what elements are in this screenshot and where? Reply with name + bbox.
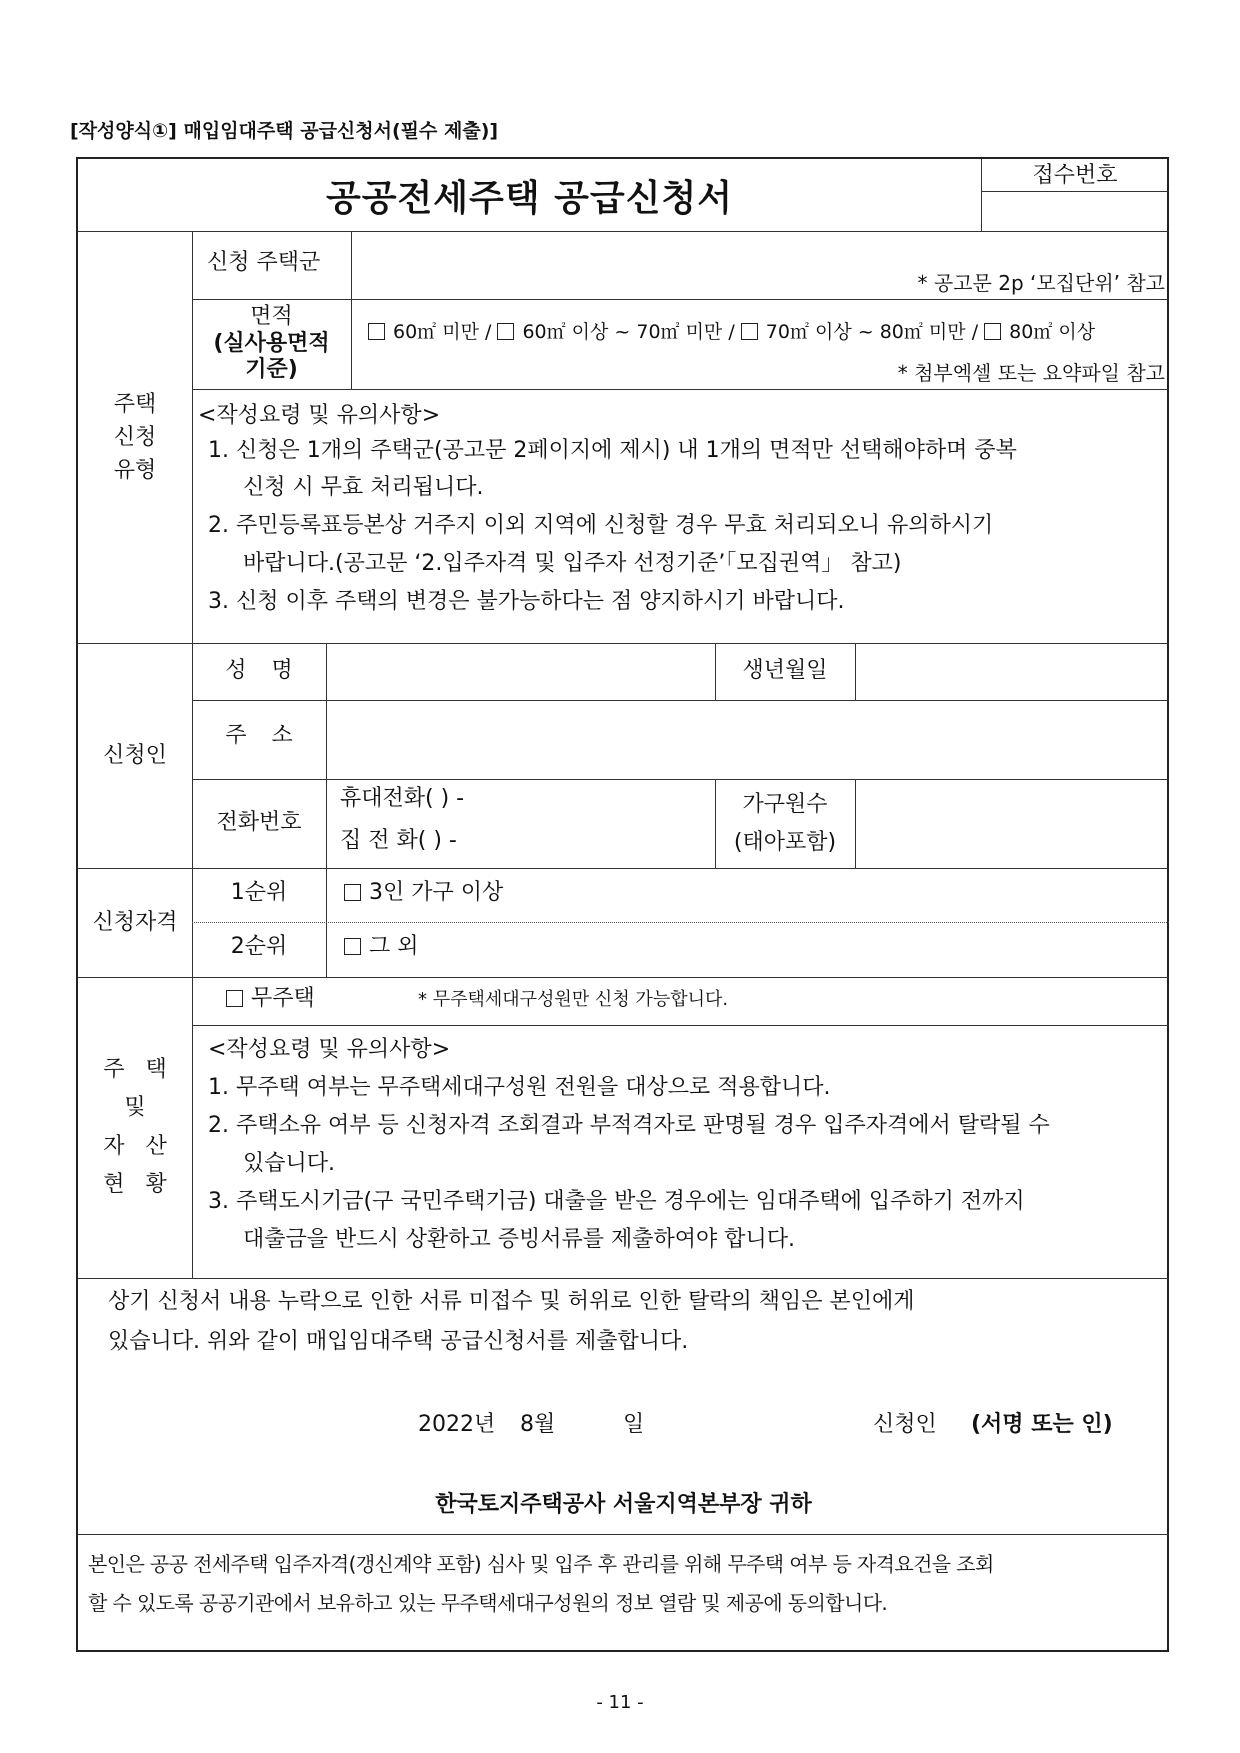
- receipt-number-label: 접수번호: [1032, 163, 1118, 188]
- no-house-note: * 무주택세대구성원만 신청 가능합니다.: [418, 989, 729, 1010]
- assets-notes-title: <작성요령 및 유의사항>: [208, 1037, 451, 1062]
- rank1-option-text: 3인 가구 이상: [369, 880, 504, 905]
- no-house-checkbox[interactable]: [226, 990, 243, 1007]
- rank2-label: 2순위: [230, 934, 288, 959]
- phone-label: 전화번호: [216, 810, 302, 835]
- assets-note-2-cont: 있습니다.: [243, 1151, 336, 1176]
- document-label: [작성양식①] 매입임대주택 공급신청서(필수 제출)]: [70, 120, 499, 142]
- rank1-label: 1순위: [230, 880, 288, 905]
- rank1-checkbox[interactable]: [344, 884, 361, 901]
- mobile-phone-field[interactable]: 휴대전화( ) -: [340, 786, 465, 811]
- housing-notes-title: <작성요령 및 유의사항>: [198, 403, 441, 428]
- receipt-number-field[interactable]: [983, 193, 1167, 229]
- name-field[interactable]: [329, 645, 712, 697]
- form-title: 공공전세주택 공급신청서: [325, 177, 734, 219]
- signer-label: 신청인: [873, 1412, 937, 1437]
- applicant-section-label: 신청인: [103, 743, 167, 768]
- rank2-option-text: 그 외: [369, 934, 419, 959]
- housing-group-label: 신청 주택군: [207, 250, 321, 275]
- assets-note-2: 2. 주택소유 여부 등 신청자격 조회결과 부적격자로 판명될 경우 입주자격에서 탈락될 수: [208, 1113, 1050, 1138]
- area-option-1[interactable]: 60㎡ 미만: [368, 321, 479, 343]
- addressee: 한국토지주택공사 서울지역본부장 귀하: [435, 1492, 812, 1517]
- area-option-4[interactable]: 80㎡ 이상: [984, 321, 1095, 343]
- consent-line-1: 본인은 공공 전세주택 입주자격(갱신계약 포함) 심사 및 입주 후 관리를 위해 무주택 여부 등 자격요건을 조회: [88, 1552, 994, 1576]
- home-phone-field[interactable]: 집 전 화( ) -: [340, 828, 457, 853]
- birthdate-label: 생년월일: [742, 658, 828, 683]
- household-size-field[interactable]: [858, 781, 1166, 865]
- address-label: 주 소: [225, 723, 293, 748]
- assets-section-label: 주 택 및 자 산 현 황: [103, 1056, 167, 1197]
- declaration-line-2: 있습니다. 위와 같이 매입임대주택 공급신청서를 제출합니다.: [108, 1329, 689, 1354]
- qualification-section-label: 신청자격: [92, 910, 178, 935]
- date-day: 일: [623, 1412, 645, 1437]
- area-option-2[interactable]: 60㎡ 이상 ~ 70㎡ 미만: [497, 321, 722, 343]
- housing-note-2: 2. 주민등록표등본상 거주지 이외 지역에 신청할 경우 무효 처리되오니 유의하시기: [208, 513, 994, 538]
- housing-type-section-label: 주택 신청 유형: [113, 391, 157, 483]
- no-house-option-text: 무주택: [251, 986, 315, 1011]
- date-year: 2022년: [418, 1412, 496, 1437]
- area-checkbox-1[interactable]: [368, 323, 385, 340]
- application-form: [76, 157, 1169, 1652]
- name-label: 성 명: [225, 658, 293, 683]
- declaration-line-1: 상기 신청서 내용 누락으로 인한 서류 미접수 및 허위로 인한 탈락의 책임은 본인에게: [108, 1289, 915, 1314]
- rank2-checkbox[interactable]: [344, 938, 361, 955]
- housing-note-3: 3. 신청 이후 주택의 변경은 불가능하다는 점 양지하시기 바랍니다.: [208, 589, 845, 614]
- housing-group-note: * 공고문 2p ‘모집단위’ 참고: [917, 271, 1165, 295]
- area-note: * 첨부엑셀 또는 요약파일 참고: [897, 361, 1165, 385]
- birthdate-field[interactable]: [858, 645, 1166, 697]
- consent-line-2: 할 수 있도록 공공기관에서 보유하고 있는 무주택세대구성원의 정보 열람 및 제공에 동의합니다.: [88, 1591, 888, 1615]
- assets-note-3-cont: 대출금을 반드시 상환하고 증빙서류를 제출하여야 합니다.: [243, 1227, 796, 1252]
- area-checkbox-3[interactable]: [741, 323, 758, 340]
- address-field[interactable]: [329, 702, 1166, 776]
- area-checkbox-4[interactable]: [984, 323, 1001, 340]
- area-options: 60㎡ 미만 / 60㎡ 이상 ~ 70㎡ 미만 / 70㎡ 이상 ~ 80㎡ 미만 / 80㎡ 이상: [368, 321, 1095, 345]
- household-size-label: 가구원수 (태아포함): [733, 792, 837, 855]
- assets-note-3: 3. 주택도시기금(구 국민주택기금) 대출을 받은 경우에는 임대주택에 입주하기 전까지: [208, 1189, 1025, 1214]
- area-checkbox-2[interactable]: [497, 323, 514, 340]
- page-number: - 11 -: [596, 1692, 644, 1713]
- rank1-option[interactable]: [344, 879, 503, 907]
- rank2-option[interactable]: [344, 933, 419, 961]
- housing-note-1: 1. 신청은 1개의 주택군(공고문 2페이지에 제시) 내 1개의 면적만 선택해야하며 중복: [208, 438, 1017, 463]
- area-option-3[interactable]: 70㎡ 이상 ~ 80㎡ 미만: [741, 321, 966, 343]
- signature-field[interactable]: (서명 또는 인): [971, 1412, 1113, 1437]
- no-house-option[interactable]: [226, 985, 315, 1013]
- assets-note-1: 1. 무주택 여부는 무주택세대구성원 전원을 대상으로 적용합니다.: [208, 1075, 831, 1100]
- area-label: 면적 (실사용면적 기준): [213, 304, 330, 383]
- housing-note-1-cont: 신청 시 무효 처리됩니다.: [243, 475, 484, 500]
- date-month: 8월: [520, 1412, 556, 1437]
- housing-note-2-cont: 바랍니다.(공고문 ‘2.입주자격 및 입주자 선정기준’「모집권역」 참고): [243, 551, 902, 576]
